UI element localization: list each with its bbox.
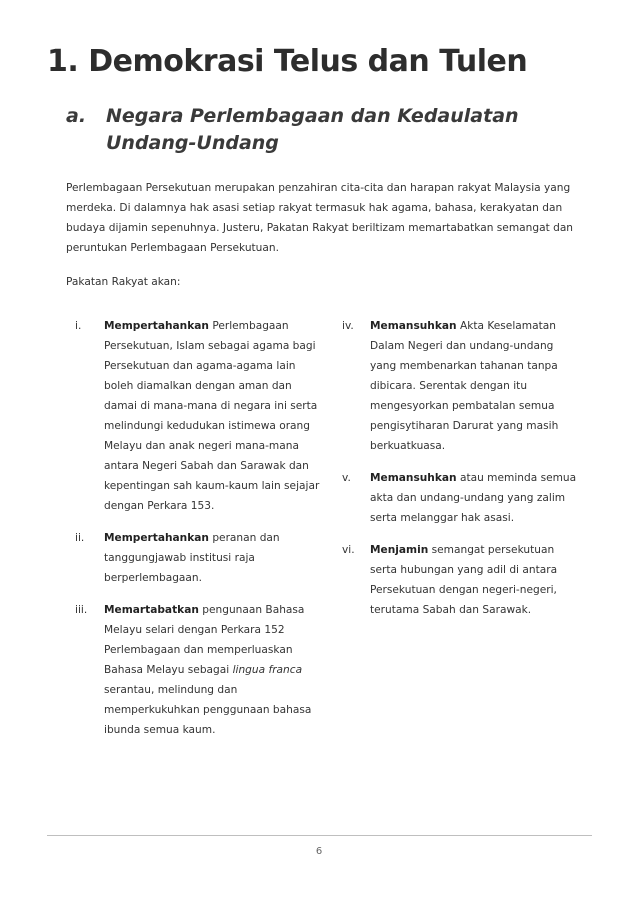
item-verb: Memartabatkan bbox=[104, 604, 199, 616]
item-verb: Mempertahankan bbox=[104, 532, 209, 544]
footer-divider bbox=[47, 835, 592, 836]
lead-text: Pakatan Rakyat akan: bbox=[66, 276, 181, 288]
item-number: iv. bbox=[342, 320, 354, 332]
list-item bbox=[332, 316, 582, 456]
right-column bbox=[332, 316, 582, 632]
subtitle-line-1: Negara Perlembagaan dan Kedaulatan bbox=[106, 105, 519, 127]
item-text-continued: serantau, melindung dan memperkukuhkan penggunaan bahasa ibunda semua kaum. bbox=[104, 684, 312, 736]
item-text: semangat persekutuan serta hubungan yang adil di antara Persekutuan dengan negeri-negeri, terutama Sabah dan Sarawak. bbox=[370, 544, 558, 616]
item-number: i. bbox=[75, 320, 82, 332]
page-title: 1. Demokrasi Telus dan Tulen bbox=[47, 44, 528, 79]
item-number: ii. bbox=[75, 532, 85, 544]
left-column bbox=[66, 316, 324, 752]
item-text: peranan dan tanggungjawab institusi raja berperlembagaan. bbox=[104, 532, 280, 584]
list-item bbox=[66, 600, 324, 740]
section-subtitle bbox=[66, 103, 546, 157]
item-verb: Menjamin bbox=[370, 544, 429, 556]
item-text: Perlembagaan Persekutuan, Islam sebagai agama bagi Persekutuan dan agama-agama lain boleh diamalkan dengan aman dan damai di mana-mana di negara ini serta melindungi kedudukan istimewa orang Melayu dan anak negeri mana-mana antara Negeri Sabah dan Sarawak dan kepentingan sah kaum-kaum lain sejajar dengan Perkara 153. bbox=[104, 320, 320, 512]
list-item bbox=[332, 540, 582, 620]
subtitle-letter: a. bbox=[66, 105, 87, 127]
list-item bbox=[66, 316, 324, 516]
subtitle-line-2: Undang-Undang bbox=[106, 132, 279, 154]
page-number: 6 bbox=[315, 846, 323, 857]
item-verb: Mempertahankan bbox=[104, 320, 209, 332]
item-text: atau meminda semua akta dan undang-undang yang zalim serta melanggar hak asasi. bbox=[370, 472, 577, 524]
list-item bbox=[66, 528, 324, 588]
item-text: pengunaan Bahasa Melayu selari dengan Perkara 152 Perlembagaan dan memperluaskan Bahasa Melayu sebagai bbox=[104, 604, 305, 676]
item-verb: Memansuhkan bbox=[370, 320, 457, 332]
intro-paragraph: Perlembagaan Persekutuan merupakan penzahiran cita-cita dan harapan rakyat Malaysia yang merdeka. Di dalamnya hak asasi setiap rakyat termasuk hak agama, bahasa, kerakyatan dan budaya dijamin sepenuhnya. Justeru, Pakatan Rakyat beriltizam memartabatkan semangat dan peruntukan Perlembagaan Persekutuan. bbox=[66, 182, 574, 254]
item-number: v. bbox=[342, 472, 351, 484]
item-number: iii. bbox=[75, 604, 88, 616]
list-item bbox=[332, 468, 582, 528]
item-text: Akta Keselamatan Dalam Negeri dan undang-undang yang membenarkan tahanan tanpa dibicara. Serentak dengan itu mengesyorkan pembatalan semua pengisytiharan Darurat yang masih berkuatkuasa. bbox=[370, 320, 559, 452]
item-verb: Memansuhkan bbox=[370, 472, 457, 484]
item-number: vi. bbox=[342, 544, 355, 556]
item-italic-term: lingua franca bbox=[232, 664, 303, 676]
